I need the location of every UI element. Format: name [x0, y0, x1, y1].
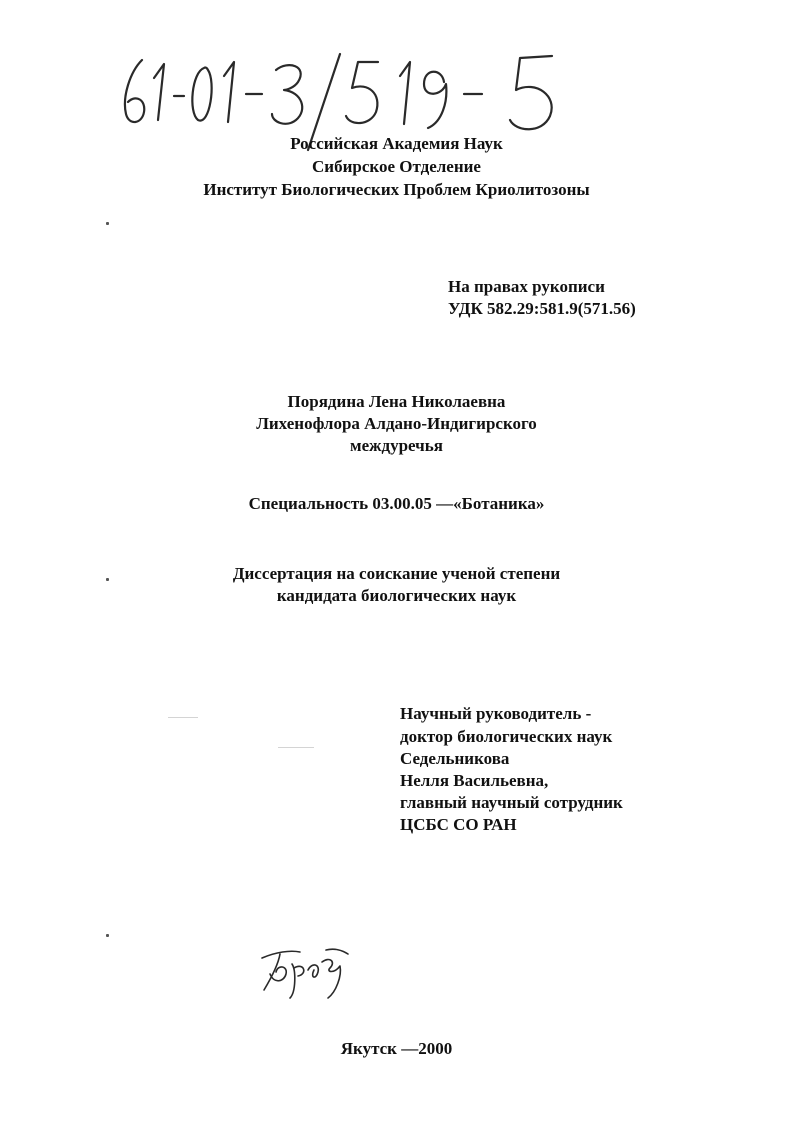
dissertation-line-2: кандидата биологических наук [276, 586, 517, 605]
supervisor-organization: ЦСБС СО РАН [400, 815, 517, 834]
scan-speck [106, 578, 109, 581]
manuscript-rights: На правах рукописи [448, 277, 605, 296]
supervisor-position: главный научный сотрудник [400, 793, 623, 812]
supervisor-surname: Седельникова [400, 749, 510, 768]
supervisor-given-name: Нелля Васильевна, [400, 771, 549, 790]
dissertation-line-1: Диссертация на соискание ученой степени [232, 564, 561, 583]
handwritten-signature [256, 940, 352, 1000]
academy-name: Российская Академия Наук [290, 134, 503, 153]
specialty: Специальность 03.00.05 —«Ботаника» [248, 494, 545, 513]
scan-speck [106, 222, 109, 225]
udc-code: УДК 582.29:581.9(571.56) [448, 299, 636, 318]
supervisor-role: Научный руководитель - [400, 704, 592, 723]
scan-mark [278, 747, 314, 748]
supervisor-degree: доктор биологических наук [400, 727, 613, 746]
branch-name: Сибирское Отделение [312, 157, 481, 176]
thesis-title-line-2: междуречья [350, 436, 443, 455]
thesis-title-line-1: Лихенофлора Алдано-Индигирского [256, 414, 537, 433]
scan-mark [168, 717, 198, 718]
institute-name: Институт Биологических Проблем Криолитозоны [203, 180, 590, 199]
place-and-year: Якутск —2000 [340, 1039, 453, 1058]
author-name: Порядина Лена Николаевна [287, 392, 506, 411]
scan-speck [106, 934, 109, 937]
